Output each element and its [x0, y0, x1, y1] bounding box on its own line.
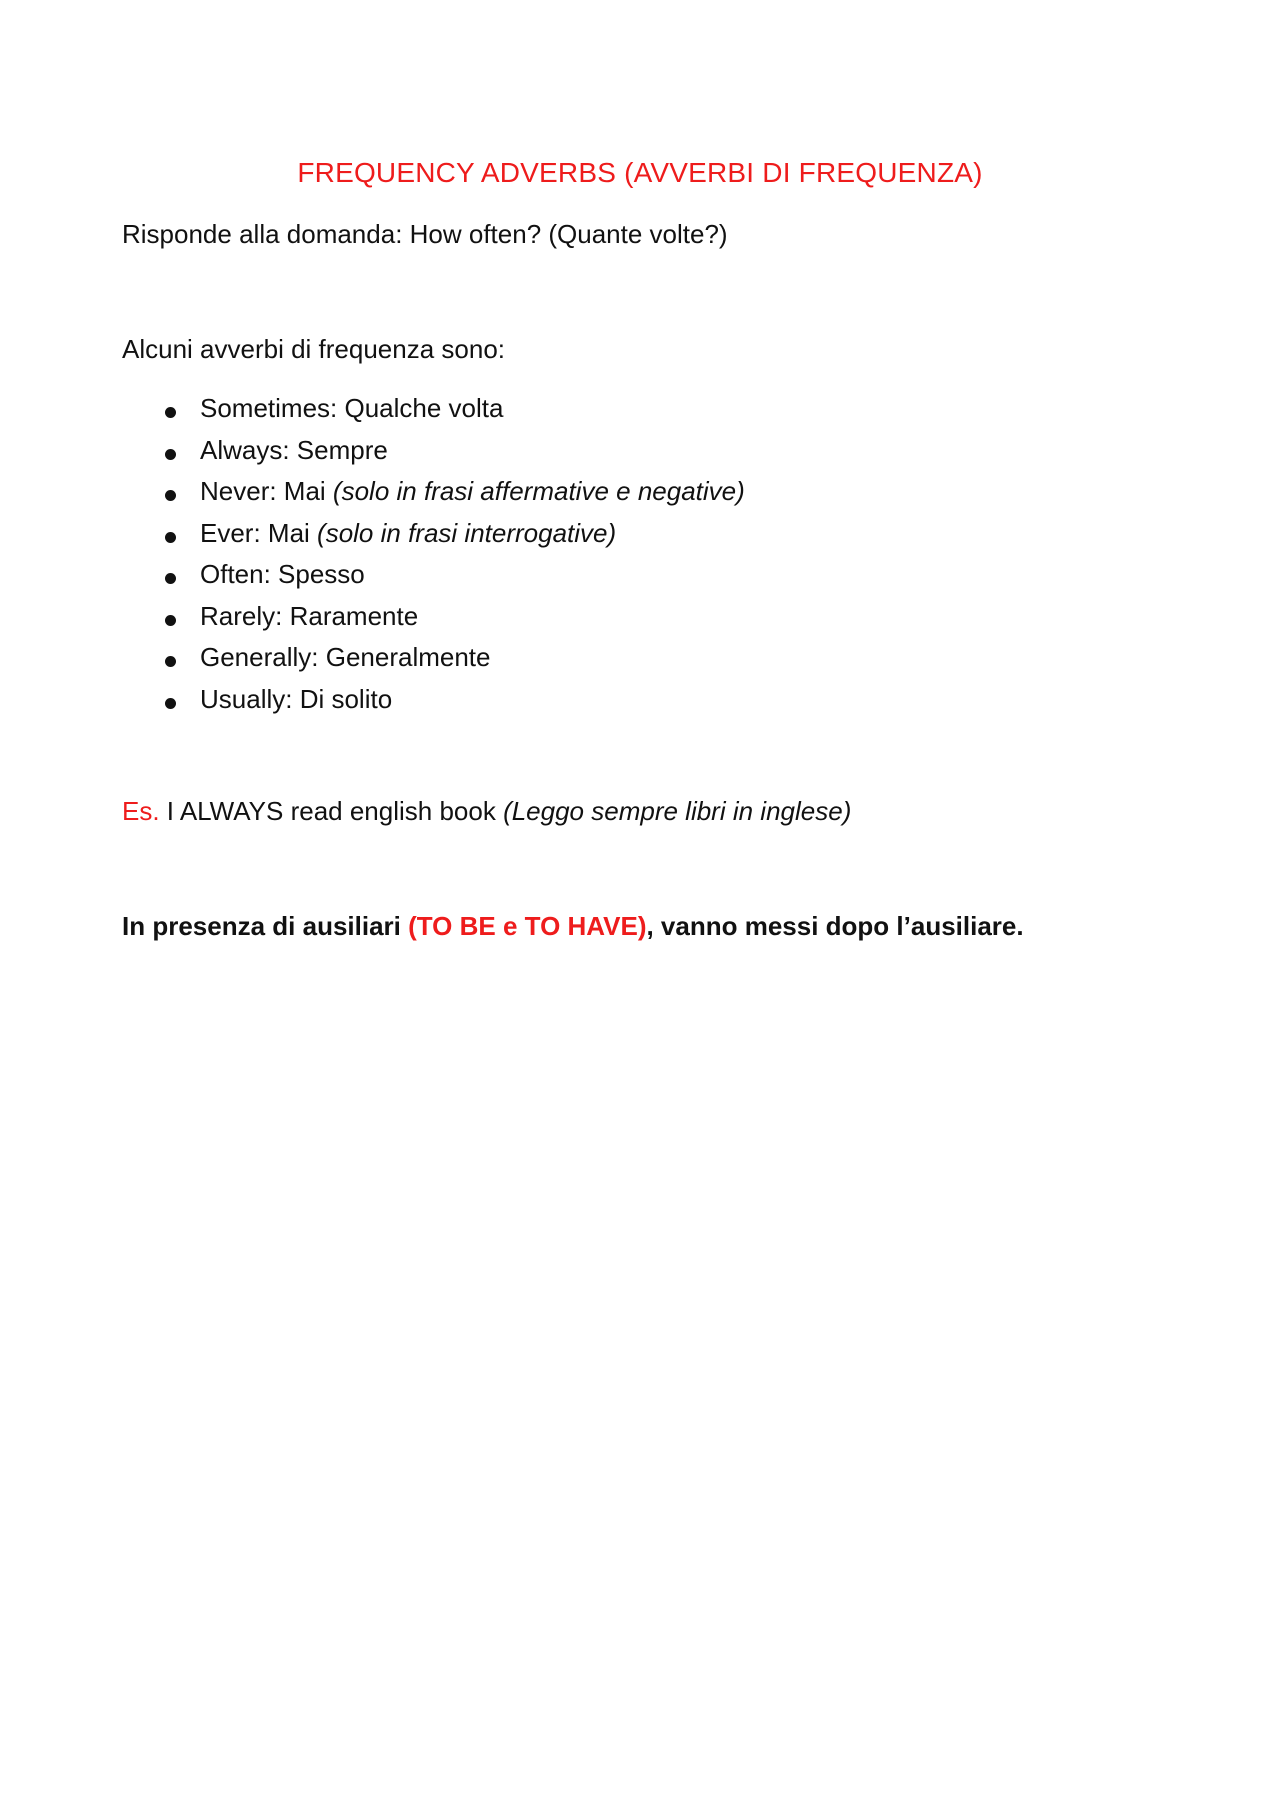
list-item-text	[200, 600, 418, 632]
list-item-text	[200, 683, 392, 715]
list-item-text	[200, 434, 388, 466]
bullet-icon	[165, 532, 176, 543]
bullet-icon	[165, 490, 176, 501]
adverb-definition: Sometimes: Qualche volta	[200, 393, 504, 423]
list-item-text	[200, 517, 616, 549]
bullet-icon	[165, 615, 176, 626]
rule-highlight: (TO BE e TO HAVE)	[408, 911, 647, 941]
adverb-definition: Often: Spesso	[200, 559, 365, 589]
page-title: FREQUENCY ADVERBS (AVVERBI DI FREQUENZA)	[297, 157, 983, 188]
list-item-text	[200, 558, 365, 590]
intro-text: Risponde alla domanda: How often? (Quante volte?)	[122, 219, 728, 249]
example-label: Es.	[122, 796, 160, 826]
rule-text-before: In presenza di ausiliari	[122, 911, 409, 941]
rule-text-after: , vanno messi dopo l’ausiliare.	[646, 911, 1024, 941]
list-item-text	[200, 392, 503, 424]
list-item-text	[200, 475, 745, 507]
list-heading: Alcuni avverbi di frequenza sono:	[122, 334, 506, 364]
list-item	[0, 434, 1000, 475]
adverb-note: (solo in frasi interrogative)	[317, 517, 617, 548]
bullet-icon	[165, 573, 176, 584]
example-translation: (Leggo sempre libri in inglese)	[503, 796, 852, 826]
adverb-note: (solo in frasi affermative e negative)	[332, 476, 745, 506]
list-item	[0, 641, 1000, 682]
bullet-icon	[165, 407, 176, 418]
bullet-icon	[165, 449, 176, 460]
list-item-text	[200, 641, 490, 673]
adverb-definition: Generally: Generalmente	[200, 642, 491, 672]
adverb-definition: Never: Mai	[200, 476, 333, 506]
list-item	[0, 517, 1000, 558]
adverb-definition: Rarely: Raramente	[200, 600, 419, 631]
list-item	[0, 392, 1000, 433]
example-sentence: I ALWAYS read english book	[159, 796, 504, 826]
bullet-icon	[165, 698, 176, 709]
list-item	[0, 600, 1000, 641]
bullet-icon	[165, 656, 176, 667]
list-item	[0, 683, 1000, 724]
list-item	[0, 558, 1000, 599]
adverb-definition: Ever: Mai	[200, 517, 318, 548]
rule-line	[122, 910, 1024, 942]
list-item	[0, 475, 1000, 516]
adverb-definition: Always: Sempre	[200, 434, 388, 465]
example-line	[122, 795, 851, 827]
adverb-definition: Usually: Di solito	[200, 683, 393, 714]
